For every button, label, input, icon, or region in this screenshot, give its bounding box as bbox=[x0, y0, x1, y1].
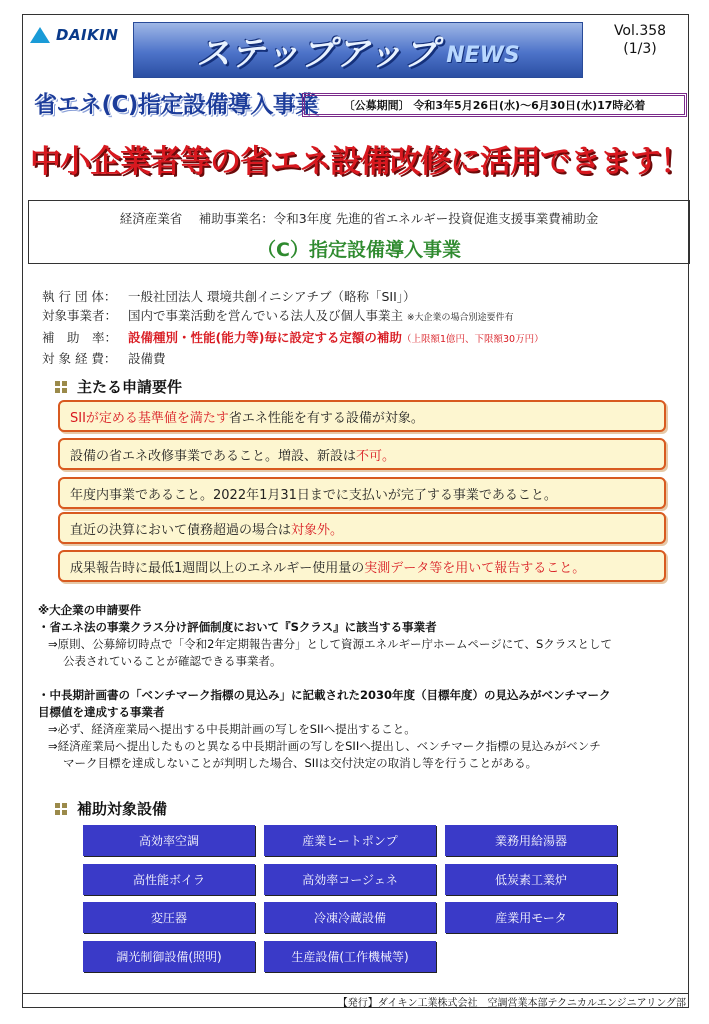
equipment-item: 冷凍冷蔵設備 bbox=[264, 902, 436, 933]
program-name: 経済産業省 補助事業名：令和3年度 先進的省エネルギー投資促進支援事業費補助金 bbox=[119, 211, 599, 226]
equipment-item: 業務用給湯器 bbox=[445, 825, 617, 856]
program-subtitle: 省エネ(C)指定設備導入事業 bbox=[34, 92, 318, 118]
bullet-squares-icon bbox=[55, 381, 67, 393]
program-details bbox=[42, 287, 544, 368]
detail-row: 対 象 経 費： 設備費 bbox=[42, 351, 166, 366]
application-period: 〔公募期間〕 令和3年5月26日(水)～6月30日(水)17時必着 bbox=[302, 93, 687, 117]
banner-title: ステップアップ bbox=[196, 33, 439, 74]
equipment-item: 産業用モータ bbox=[445, 902, 617, 933]
program-info-box bbox=[28, 200, 690, 264]
requirement-item: 直近の決算において債務超過の場合は 対象外。 bbox=[58, 512, 666, 544]
equipment-heading: 補助対象設備 bbox=[55, 798, 167, 819]
requirement-item: 成果報告時に最低1週間以上のエネルギー使用量の 実測データ等を用いて報告すること。 bbox=[58, 550, 666, 582]
equipment-item: 生産設備(工作機械等) bbox=[264, 941, 436, 972]
equipment-item: 変圧器 bbox=[83, 902, 255, 933]
volume-number: Vol.358 bbox=[613, 23, 667, 39]
detail-row: 補 助 率： 設備種別・性能(能力等)毎に設定する定額の補助（上限額1億円、下限額30万円） bbox=[42, 330, 544, 345]
equipment-item: 高効率空調 bbox=[83, 825, 255, 856]
equipment-item: 産業ヒートポンプ bbox=[264, 825, 436, 856]
detail-row: 執 行 団 体： 一般社団法人 環境共創イニシアチブ（略称「SII」） bbox=[42, 289, 416, 304]
equipment-item: 調光制御設備(照明) bbox=[83, 941, 255, 972]
logo-text: DAIKIN bbox=[56, 26, 119, 44]
equipment-item: 高効率コージェネ bbox=[264, 864, 436, 895]
requirement-item: 年度内事業であること。2022年1月31日までに支払いが完了する事業であること。 bbox=[58, 477, 666, 509]
publisher-footer: 【発行】ダイキン工業株式会社 空調営業本部テクニカルエンジニアリング部 bbox=[337, 998, 686, 1009]
requirement-item: 設備の省エネ改修事業であること。増設、新設は 不可。 bbox=[58, 438, 666, 470]
large-enterprise-requirements: ※大企業の申請要件 ・省エネ法の事業クラス分け評価制度において『Sクラス』に該当する事業者 ⇒原則、公募締切時点で「令和2年定期報告書分」として資源エネルギー庁ホームページにて、Sクラスとして 公表されていることが確認できる事業者。 ・中長期計画書の「ベンチマーク指標の見込み」に記載された2030年度（目標年度）の見込みがベンチマーク 目標値を達成する事業者 ⇒必ず、経済産業局へ提出する中長期計画の写しをSIIへ提出すること。 ⇒経済産業局へ提出したものと異なる中長期計画の写しをSIIへ提出し、ベンチマーク指標の見込みがベンチ マーク目標を達成しないことが判明した場合、SIIは交付決定の取消し等を行うことがある。 bbox=[38, 603, 612, 770]
equipment-item: 高性能ボイラ bbox=[83, 864, 255, 895]
requirements-heading: 主たる申請要件 bbox=[55, 376, 182, 397]
page-number: (1/3) bbox=[623, 41, 657, 57]
bullet-squares-icon bbox=[55, 803, 67, 815]
stepup-news-banner bbox=[133, 22, 583, 78]
equipment-item: 低炭素工業炉 bbox=[445, 864, 617, 895]
detail-row: 対象事業者： 国内で事業活動を営んでいる法人及び個人事業主 ※大企業の場合別途要件有 bbox=[42, 308, 514, 323]
program-category: （C）指定設備導入事業 bbox=[257, 239, 461, 261]
main-headline: 中小企業者等の省エネ設備改修に活用できます！ bbox=[30, 144, 690, 180]
daikin-logo-icon bbox=[30, 27, 52, 43]
daikin-logo bbox=[30, 26, 118, 44]
requirement-item: SIIが定める基準値を満たす 省エネ性能を有する設備が対象。 bbox=[58, 400, 666, 432]
volume-info bbox=[600, 22, 680, 58]
banner-news: NEWS bbox=[446, 42, 520, 68]
